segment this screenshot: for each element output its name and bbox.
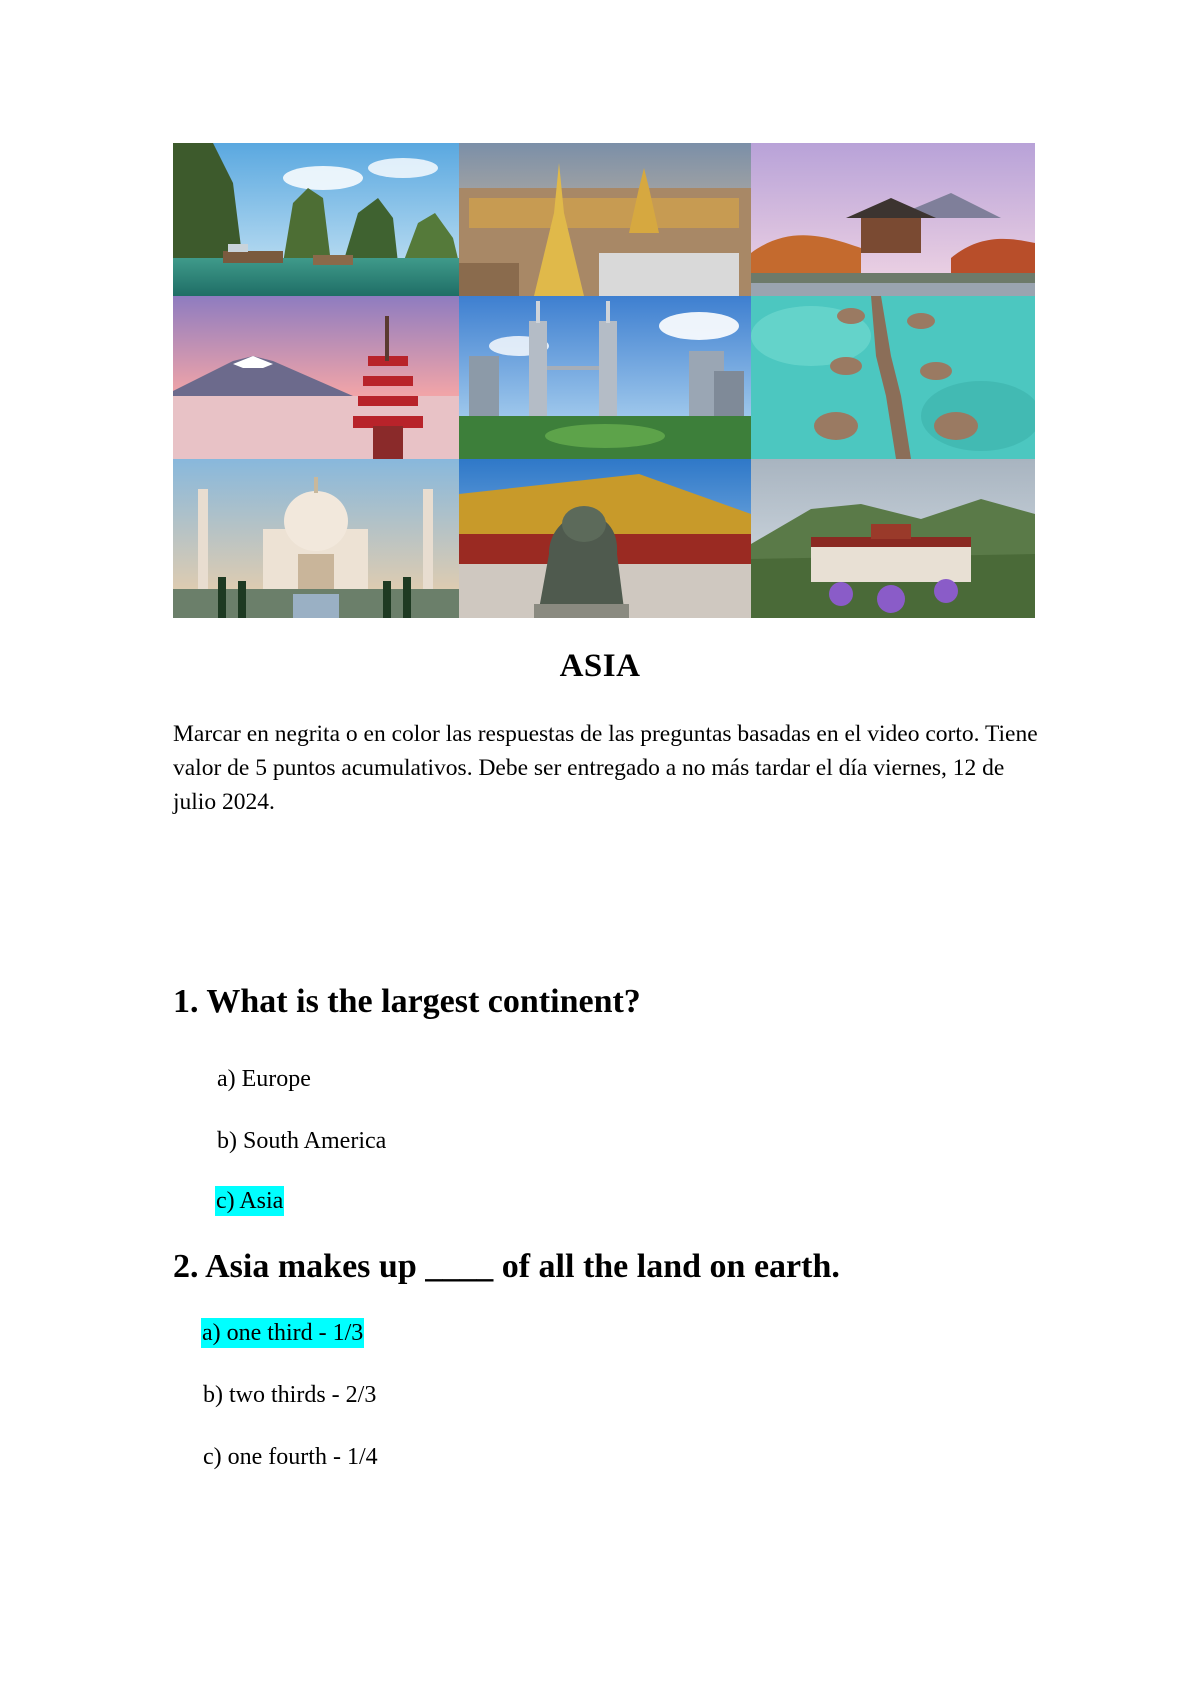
- question-1-heading: 1. What is the largest continent?: [173, 983, 641, 1020]
- instructions-paragraph: Marcar en negrita o en color las respuestas de las preguntas basadas en el video corto. Tiene valor de 5 puntos acumulativos. Debe ser entregado a no más tardar el día viernes, 12 de julio 2024.: [173, 721, 1038, 815]
- collage-photo-karst-bay: [173, 143, 459, 296]
- question-2-option-c: c) one fourth - 1/4: [203, 1444, 378, 1470]
- question-2-option-b: b) two thirds - 2/3: [203, 1382, 377, 1408]
- collage-photo-taj-mahal: [173, 459, 459, 618]
- question-2-option-a-highlighted: a) one third - 1/3: [202, 1320, 364, 1346]
- page-title: ASIA: [559, 648, 641, 684]
- question-1-option-c-highlighted: c) Asia: [216, 1188, 284, 1214]
- collage-photo-overwater-villas: [751, 296, 1035, 459]
- collage-photo-forbidden-city-lion: [459, 459, 751, 618]
- question-1-option-a: a) Europe: [217, 1066, 311, 1092]
- asia-landmarks-collage: [173, 143, 1035, 618]
- collage-photo-twin-towers: [459, 296, 751, 459]
- collage-photo-golden-temple: [459, 143, 751, 296]
- collage-photo-korean-pavilion: [751, 143, 1035, 296]
- question-2-heading: 2. Asia makes up ____ of all the land on earth.: [173, 1248, 840, 1285]
- collage-photo-himalayan-fortress: [751, 459, 1035, 618]
- question-1-option-b: b) South America: [217, 1128, 387, 1154]
- collage-photo-pagoda-fuji: [173, 296, 459, 459]
